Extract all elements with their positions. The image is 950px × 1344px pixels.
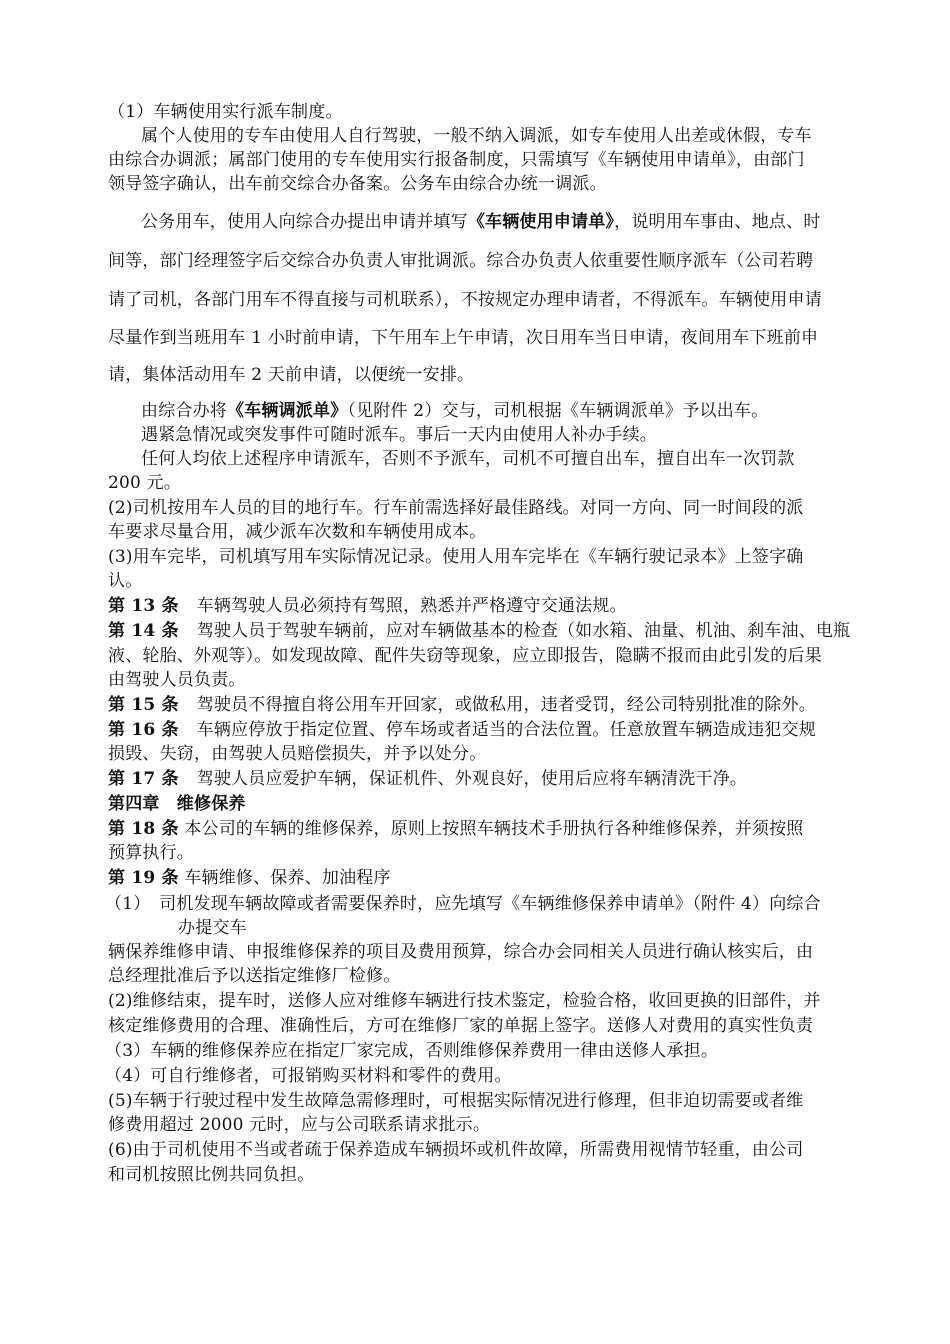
article-number: 第 14 条 xyxy=(108,621,179,641)
form-name-emphasis: 《车辆使用申请单》 xyxy=(467,212,615,232)
text-line: （4）可自行维修者，可报销购买材料和零件的费用。 xyxy=(105,1066,512,1086)
text-line: 液、轮胎、外观等）。如发现故障、配件失窃等现象，应立即报告，隐瞒不报而由此引发的后果 xyxy=(108,646,822,666)
article-line xyxy=(108,818,804,840)
text-line: （3）车辆的维修保养应在指定厂家完成，否则维修保养费用一律由送修人承担。 xyxy=(105,1041,719,1061)
article-text: 本公司的车辆的维修保养，原则上按照车辆技术手册执行各种维修保养，并须按照 xyxy=(184,819,804,839)
article-line xyxy=(108,867,391,889)
text-line: (3)用车完毕，司机填写用车实际情况记录。使用人用车完毕在《车辆行驶记录本》上签字确 xyxy=(108,547,804,567)
text-line: 预算执行。 xyxy=(108,843,194,863)
text-line: 领导签字确认，出车前交综合办备案。公务车由综合办统一调派。 xyxy=(108,174,607,194)
text-line: （1）车辆使用实行派车制度。 xyxy=(108,102,343,122)
text-line: 修费用超过 2000 元时，应与公司联系请求批示。 xyxy=(108,1115,491,1135)
text-line: 属个人使用的专车由使用人自行驾驶，一般不纳入调派，如专车使用人出差或休假，专车 xyxy=(141,126,812,146)
text-line: （1） 司机发现车辆故障或者需要保养时，应先填写《车辆维修保养申请单》（附件 4）向综合 xyxy=(105,894,821,914)
article-text: 驾驶人员于驾驶车辆前，应对车辆做基本的检查（如水箱、油量、机油、刹车油、电瓶 xyxy=(196,621,851,641)
text-line xyxy=(141,400,768,422)
text-line: 损毁、失窃，由驾驶人员赔偿损失，并予以处分。 xyxy=(108,744,487,764)
article-text: 车辆维修、保养、加油程序 xyxy=(184,868,391,888)
text-line: 由驾驶人员负责。 xyxy=(108,670,246,690)
text-line: 由综合办调派；属部门使用的专车使用实行报备制度，只需填写《车辆使用申请单》，由部门 xyxy=(108,150,805,170)
article-line xyxy=(108,620,850,642)
article-number: 第 18 条 xyxy=(108,819,179,839)
text-line: 总经理批准后予以送指定维修厂检修。 xyxy=(108,966,401,986)
text-line: (2)维修结束，提车时，送修人应对维修车辆进行技术鉴定，检验合格，收回更换的旧部件，并 xyxy=(108,991,821,1011)
text-line: 认。 xyxy=(108,571,143,591)
text-line: 请，集体活动用车 2 天前申请，以便统一安排。 xyxy=(108,365,475,385)
text-line: 和司机按照比例共同负担。 xyxy=(108,1165,315,1185)
text-span: ，说明用车事由、地点、时 xyxy=(614,212,821,232)
text-span: 由综合办将 xyxy=(141,401,227,421)
text-line: 办提交车 xyxy=(178,918,247,938)
article-text: 车辆应停放于指定位置、停车场或者适当的合法位置。任意放置车辆造成违犯交规 xyxy=(196,720,816,740)
text-line: (6)由于司机使用不当或者疏于保养造成车辆损坏或机件故障，所需费用视情节轻重，由公司 xyxy=(108,1140,804,1160)
text-line: 核定维修费用的合理、准确性后，方可在维修厂家的单据上签字。送修人对费用的真实性负责 xyxy=(108,1016,814,1036)
text-line: 任何人均依上述程序申请派车，否则不予派车，司机不可擅自出车，擅自出车一次罚款 xyxy=(141,449,795,469)
text-line: 尽量作到当班用车 1 小时前申请，下午用车上午申请，次日用车当日申请，夜间用车下班前申 xyxy=(108,328,819,348)
article-text: 车辆驾驶人员必须持有驾照，熟悉并严格遵守交通法规。 xyxy=(196,596,627,616)
form-name-emphasis: 《车辆调派单》 xyxy=(227,401,348,421)
article-text: 驾驶人员应爱护车辆，保证机件、外观良好，使用后应将车辆清洗干净。 xyxy=(196,769,748,789)
text-span: 公务用车，使用人向综合办提出申请并填写 xyxy=(141,212,468,232)
article-number: 第 15 条 xyxy=(108,695,179,715)
text-line: (2)司机按用车人员的目的地行车。行车前需选择好最佳路线。对同一方向、同一时间段的派 xyxy=(108,498,804,518)
article-line xyxy=(108,719,816,741)
article-number: 第 19 条 xyxy=(108,868,179,888)
article-text: 驾驶员不得擅自将公用车开回家，或做私用，违者受罚，经公司特别批准的除外。 xyxy=(196,695,816,715)
text-span: （见附件 2）交与，司机根据《车辆调派单》予以出车。 xyxy=(347,401,769,421)
chapter-heading: 第四章 维修保养 xyxy=(108,794,246,814)
text-line: 间等，部门经理签字后交综合办负责人审批调派。综合办负责人依重要性顺序派车（公司若聘 xyxy=(108,251,814,271)
article-number: 第 17 条 xyxy=(108,769,179,789)
text-line xyxy=(141,211,821,233)
text-line: 车要求尽量合用，减少派车次数和车辆使用成本。 xyxy=(108,522,487,542)
text-line: 辆保养维修申请、申报维修保养的项目及费用预算，综合办会同相关人员进行确认核实后，由 xyxy=(108,942,814,962)
text-line: 请了司机，各部门用车不得直接与司机联系），不按规定办理申请者，不得派车。车辆使用申请 xyxy=(108,290,822,310)
article-number: 第 16 条 xyxy=(108,720,179,740)
text-line: 200 元。 xyxy=(108,473,182,493)
article-line xyxy=(108,694,816,716)
article-line xyxy=(108,768,747,790)
article-number: 第 13 条 xyxy=(108,596,179,616)
text-line: (5)车辆于行驶过程中发生故障急需修理时，可根据实际情况进行修理，但非迫切需要或者维 xyxy=(108,1091,804,1111)
text-line: 遇紧急情况或突发事件可随时派车。事后一天内由使用人补办手续。 xyxy=(141,425,657,445)
article-line xyxy=(108,595,627,617)
